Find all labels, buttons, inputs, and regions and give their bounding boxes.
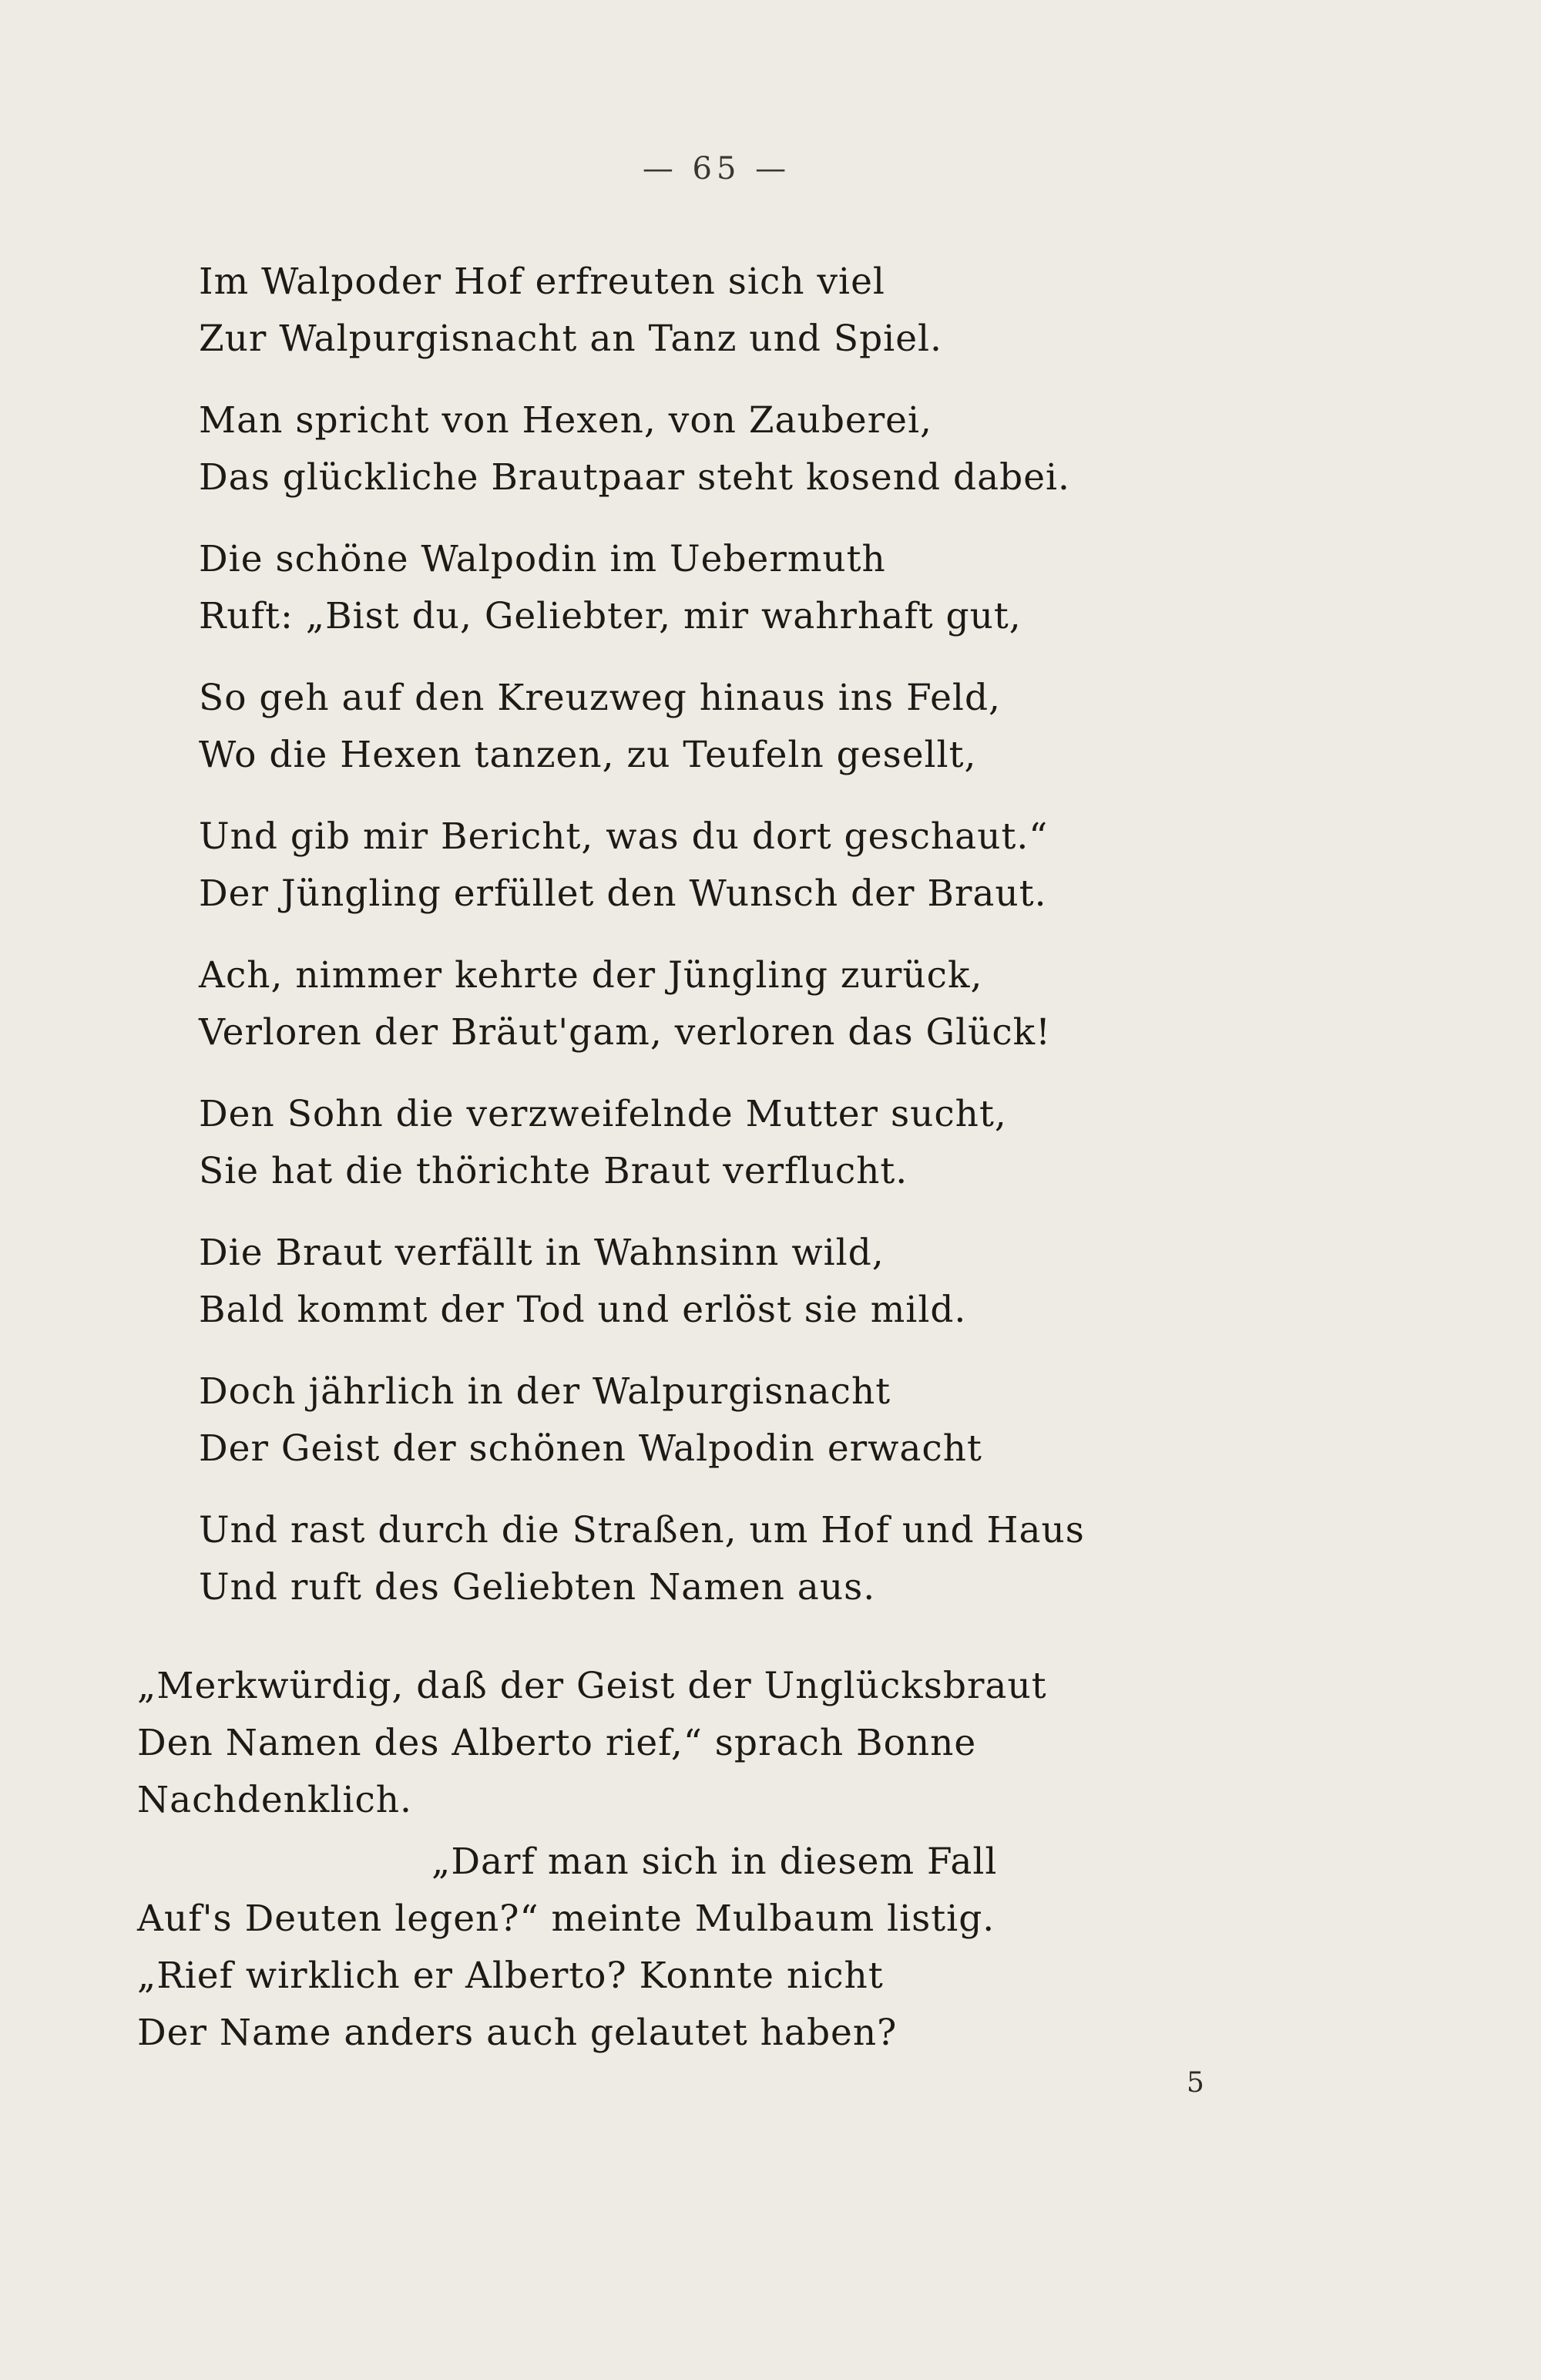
poem-line: Sie hat die thörichte Braut verflucht.: [199, 1150, 908, 1192]
poem-line: Zur Walpurgisnacht an Tanz und Spiel.: [199, 318, 942, 360]
poem-line: Ruft: „Bist du, Geliebter, mir wahrhaft gut,: [199, 595, 1022, 637]
poem-line: Das glückliche Brautpaar steht kosend dabei.: [199, 456, 1070, 499]
poem-line: Den Sohn die verzweifelnde Mutter sucht,: [199, 1093, 1007, 1135]
prose-line: Auf's Deuten legen?“ meinte Mulbaum listig.: [137, 1898, 995, 1940]
poem-line: So geh auf den Kreuzweg hinaus ins Feld,: [199, 677, 1001, 719]
prose-line: „Rief wirklich er Alberto? Konnte nicht: [137, 1955, 884, 1997]
prose-line: Den Namen des Alberto rief,“ sprach Bonne: [137, 1722, 977, 1764]
poem-line: Im Walpoder Hof erfreuten sich viel: [199, 261, 885, 303]
page-number: — 65 —: [642, 151, 791, 187]
prose-line: Nachdenklich.: [137, 1779, 412, 1821]
poem-line: Man spricht von Hexen, von Zauberei,: [199, 399, 932, 442]
poem-line: Und ruft des Geliebten Namen aus.: [199, 1566, 876, 1609]
poem-line: Der Geist der schönen Walpodin erwacht: [199, 1427, 982, 1470]
poem-line: Verloren der Bräut'gam, verloren das Glück!: [199, 1011, 1052, 1054]
poem-line: Ach, nimmer kehrte der Jüngling zurück,: [199, 954, 983, 997]
poem-line: Der Jüngling erfüllet den Wunsch der Braut.: [199, 872, 1047, 915]
poem-line: Doch jährlich in der Walpurgisnacht: [199, 1370, 891, 1413]
prose-line: „Darf man sich in diesem Fall: [431, 1840, 998, 1883]
poem-line: Und gib mir Bericht, was du dort geschaut.“: [199, 815, 1049, 858]
poem-line: Die schöne Walpodin im Uebermuth: [199, 538, 886, 580]
signature-mark: 5: [1187, 2067, 1204, 2099]
prose-line: Der Name anders auch gelautet haben?: [137, 2012, 898, 2054]
poem-line: Wo die Hexen tanzen, zu Teufeln gesellt,: [199, 734, 977, 776]
poem-line: Die Braut verfällt in Wahnsinn wild,: [199, 1232, 885, 1274]
poem-line: Bald kommt der Tod und erlöst sie mild.: [199, 1289, 967, 1331]
prose-line: „Merkwürdig, daß der Geist der Unglücksbraut: [137, 1665, 1047, 1707]
poem-line: Und rast durch die Straßen, um Hof und Haus: [199, 1509, 1085, 1551]
